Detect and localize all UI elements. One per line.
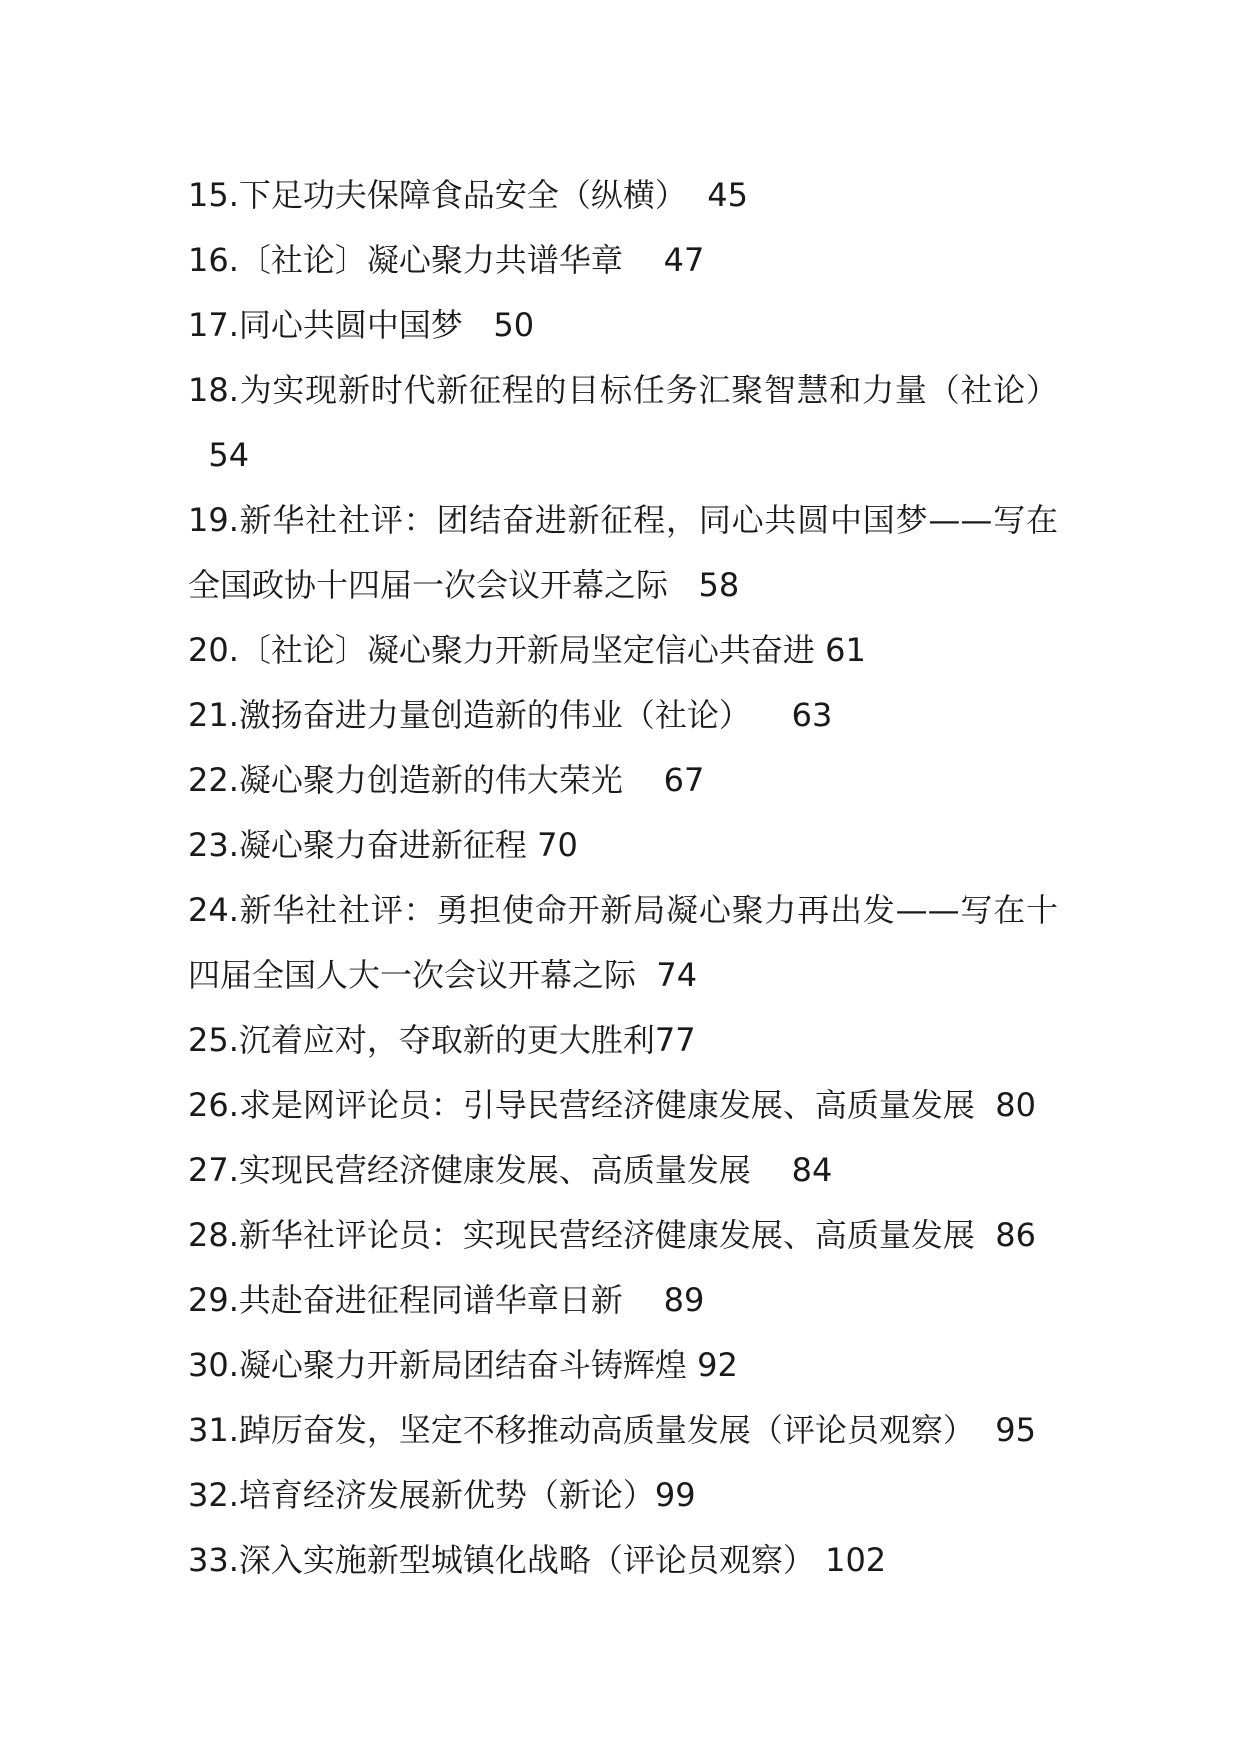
- toc-entry-spacer: [527, 826, 537, 864]
- toc-entry-title: 28.新华社评论员：实现民营经济健康发展、高质量发展: [188, 1216, 975, 1254]
- toc-entry-spacer: [188, 436, 208, 474]
- toc-entry-spacer: [463, 306, 494, 344]
- toc-entry-title: 17.同心共圆中国梦: [188, 306, 463, 344]
- toc-entry: [188, 1398, 1058, 1463]
- toc-entry-title: 22.凝心聚力创造新的伟大荣光: [188, 761, 623, 799]
- toc-entry: [188, 1463, 1058, 1528]
- toc-entry: [188, 1528, 1058, 1593]
- toc-entry-spacer: [623, 761, 664, 799]
- toc-entry-page-number: 89: [663, 1281, 705, 1319]
- toc-entry: [188, 293, 1058, 358]
- toc-entry-page-number: 95: [995, 1411, 1036, 1449]
- toc-entry-title: 27.实现民营经济健康发展、高质量发展: [188, 1151, 751, 1189]
- toc-entry-title: 26.求是网评论员：引导民营经济健康发展、高质量发展: [188, 1086, 975, 1124]
- toc-entry: [188, 1073, 1058, 1138]
- toc-entry-page-number: 63: [791, 696, 833, 734]
- toc-entry-spacer: [623, 241, 664, 279]
- toc-entry-title: 15.下足功夫保障食品安全（纵横）: [188, 176, 687, 214]
- toc-entry-page-number: 58: [698, 566, 740, 604]
- toc-entry-spacer: [815, 1541, 825, 1579]
- toc-entry-page-number: 84: [791, 1151, 833, 1189]
- toc-entry-page-number: 86: [995, 1216, 1036, 1254]
- toc-entry-page-number: 80: [995, 1086, 1036, 1124]
- toc-entry: [188, 163, 1058, 228]
- toc-entry-title: 16.〔社论〕凝心聚力共谱华章: [188, 241, 623, 279]
- toc-entry-title: 23.凝心聚力奋进新征程: [188, 826, 527, 864]
- toc-entry-page-number: 70: [537, 826, 578, 864]
- toc-entry-spacer: [975, 1086, 995, 1124]
- toc-entry-spacer: [623, 1281, 664, 1319]
- toc-entry-spacer: [751, 1151, 792, 1189]
- toc-entry-spacer: [751, 696, 792, 734]
- toc-entry: [188, 358, 1058, 488]
- toc-entry: [188, 1268, 1058, 1333]
- toc-entry-page-number: 47: [663, 241, 705, 279]
- toc-entry-page-number: 67: [663, 761, 705, 799]
- toc-entry-title: 19.新华社社评：团结奋进新征程，同心共圆中国梦——写在全国政协十四届一次会议开幕之际: [188, 501, 1058, 604]
- table-of-contents: [188, 163, 1058, 1593]
- toc-entry-title: 25.沉着应对，夺取新的更大胜利: [188, 1021, 655, 1059]
- toc-entry-title: 32.培育经济发展新优势（新论）: [188, 1476, 655, 1514]
- toc-entry-page-number: 74: [656, 956, 698, 994]
- toc-entry-spacer: [687, 1346, 697, 1384]
- toc-entry-title: 18.为实现新时代新征程的目标任务汇聚智慧和力量（社论）: [188, 371, 1058, 409]
- toc-entry-page-number: 92: [697, 1346, 738, 1384]
- toc-entry-page-number: 54: [208, 436, 250, 474]
- toc-entry-spacer: [668, 566, 699, 604]
- toc-entry: [188, 1008, 1058, 1073]
- toc-entry-title: 30.凝心聚力开新局团结奋斗铸辉煌: [188, 1346, 687, 1384]
- toc-entry-page-number: 45: [707, 176, 748, 214]
- toc-entry-title: 33.深入实施新型城镇化战略（评论员观察）: [188, 1541, 815, 1579]
- toc-entry-title: 31.踔厉奋发，坚定不移推动高质量发展（评论员观察）: [188, 1411, 975, 1449]
- toc-entry-page-number: 61: [825, 631, 866, 669]
- toc-entry-title: 29.共赴奋进征程同谱华章日新: [188, 1281, 623, 1319]
- toc-entry-page-number: 99: [654, 1476, 696, 1514]
- toc-entry: [188, 618, 1058, 683]
- toc-entry-spacer: [636, 956, 656, 994]
- toc-entry-title: 24.新华社社评：勇担使命开新局凝心聚力再出发——写在十四届全国人大一次会议开幕之际: [188, 891, 1058, 994]
- toc-entry-spacer: [975, 1411, 995, 1449]
- toc-entry-spacer: [815, 631, 825, 669]
- toc-entry: [188, 228, 1058, 293]
- toc-entry-spacer: [687, 176, 707, 214]
- toc-entry: [188, 488, 1058, 618]
- toc-entry: [188, 878, 1058, 1008]
- toc-entry: [188, 1333, 1058, 1398]
- toc-entry: [188, 748, 1058, 813]
- toc-entry: [188, 683, 1058, 748]
- toc-entry: [188, 813, 1058, 878]
- toc-entry: [188, 1138, 1058, 1203]
- toc-entry-page-number: 77: [654, 1021, 696, 1059]
- toc-entry-title: 20.〔社论〕凝心聚力开新局坚定信心共奋进: [188, 631, 815, 669]
- toc-entry-page-number: 50: [493, 306, 535, 344]
- toc-entry-spacer: [975, 1216, 995, 1254]
- toc-entry: [188, 1203, 1058, 1268]
- toc-entry-title: 21.激扬奋进力量创造新的伟业（社论）: [188, 696, 751, 734]
- toc-entry-page-number: 102: [825, 1541, 887, 1579]
